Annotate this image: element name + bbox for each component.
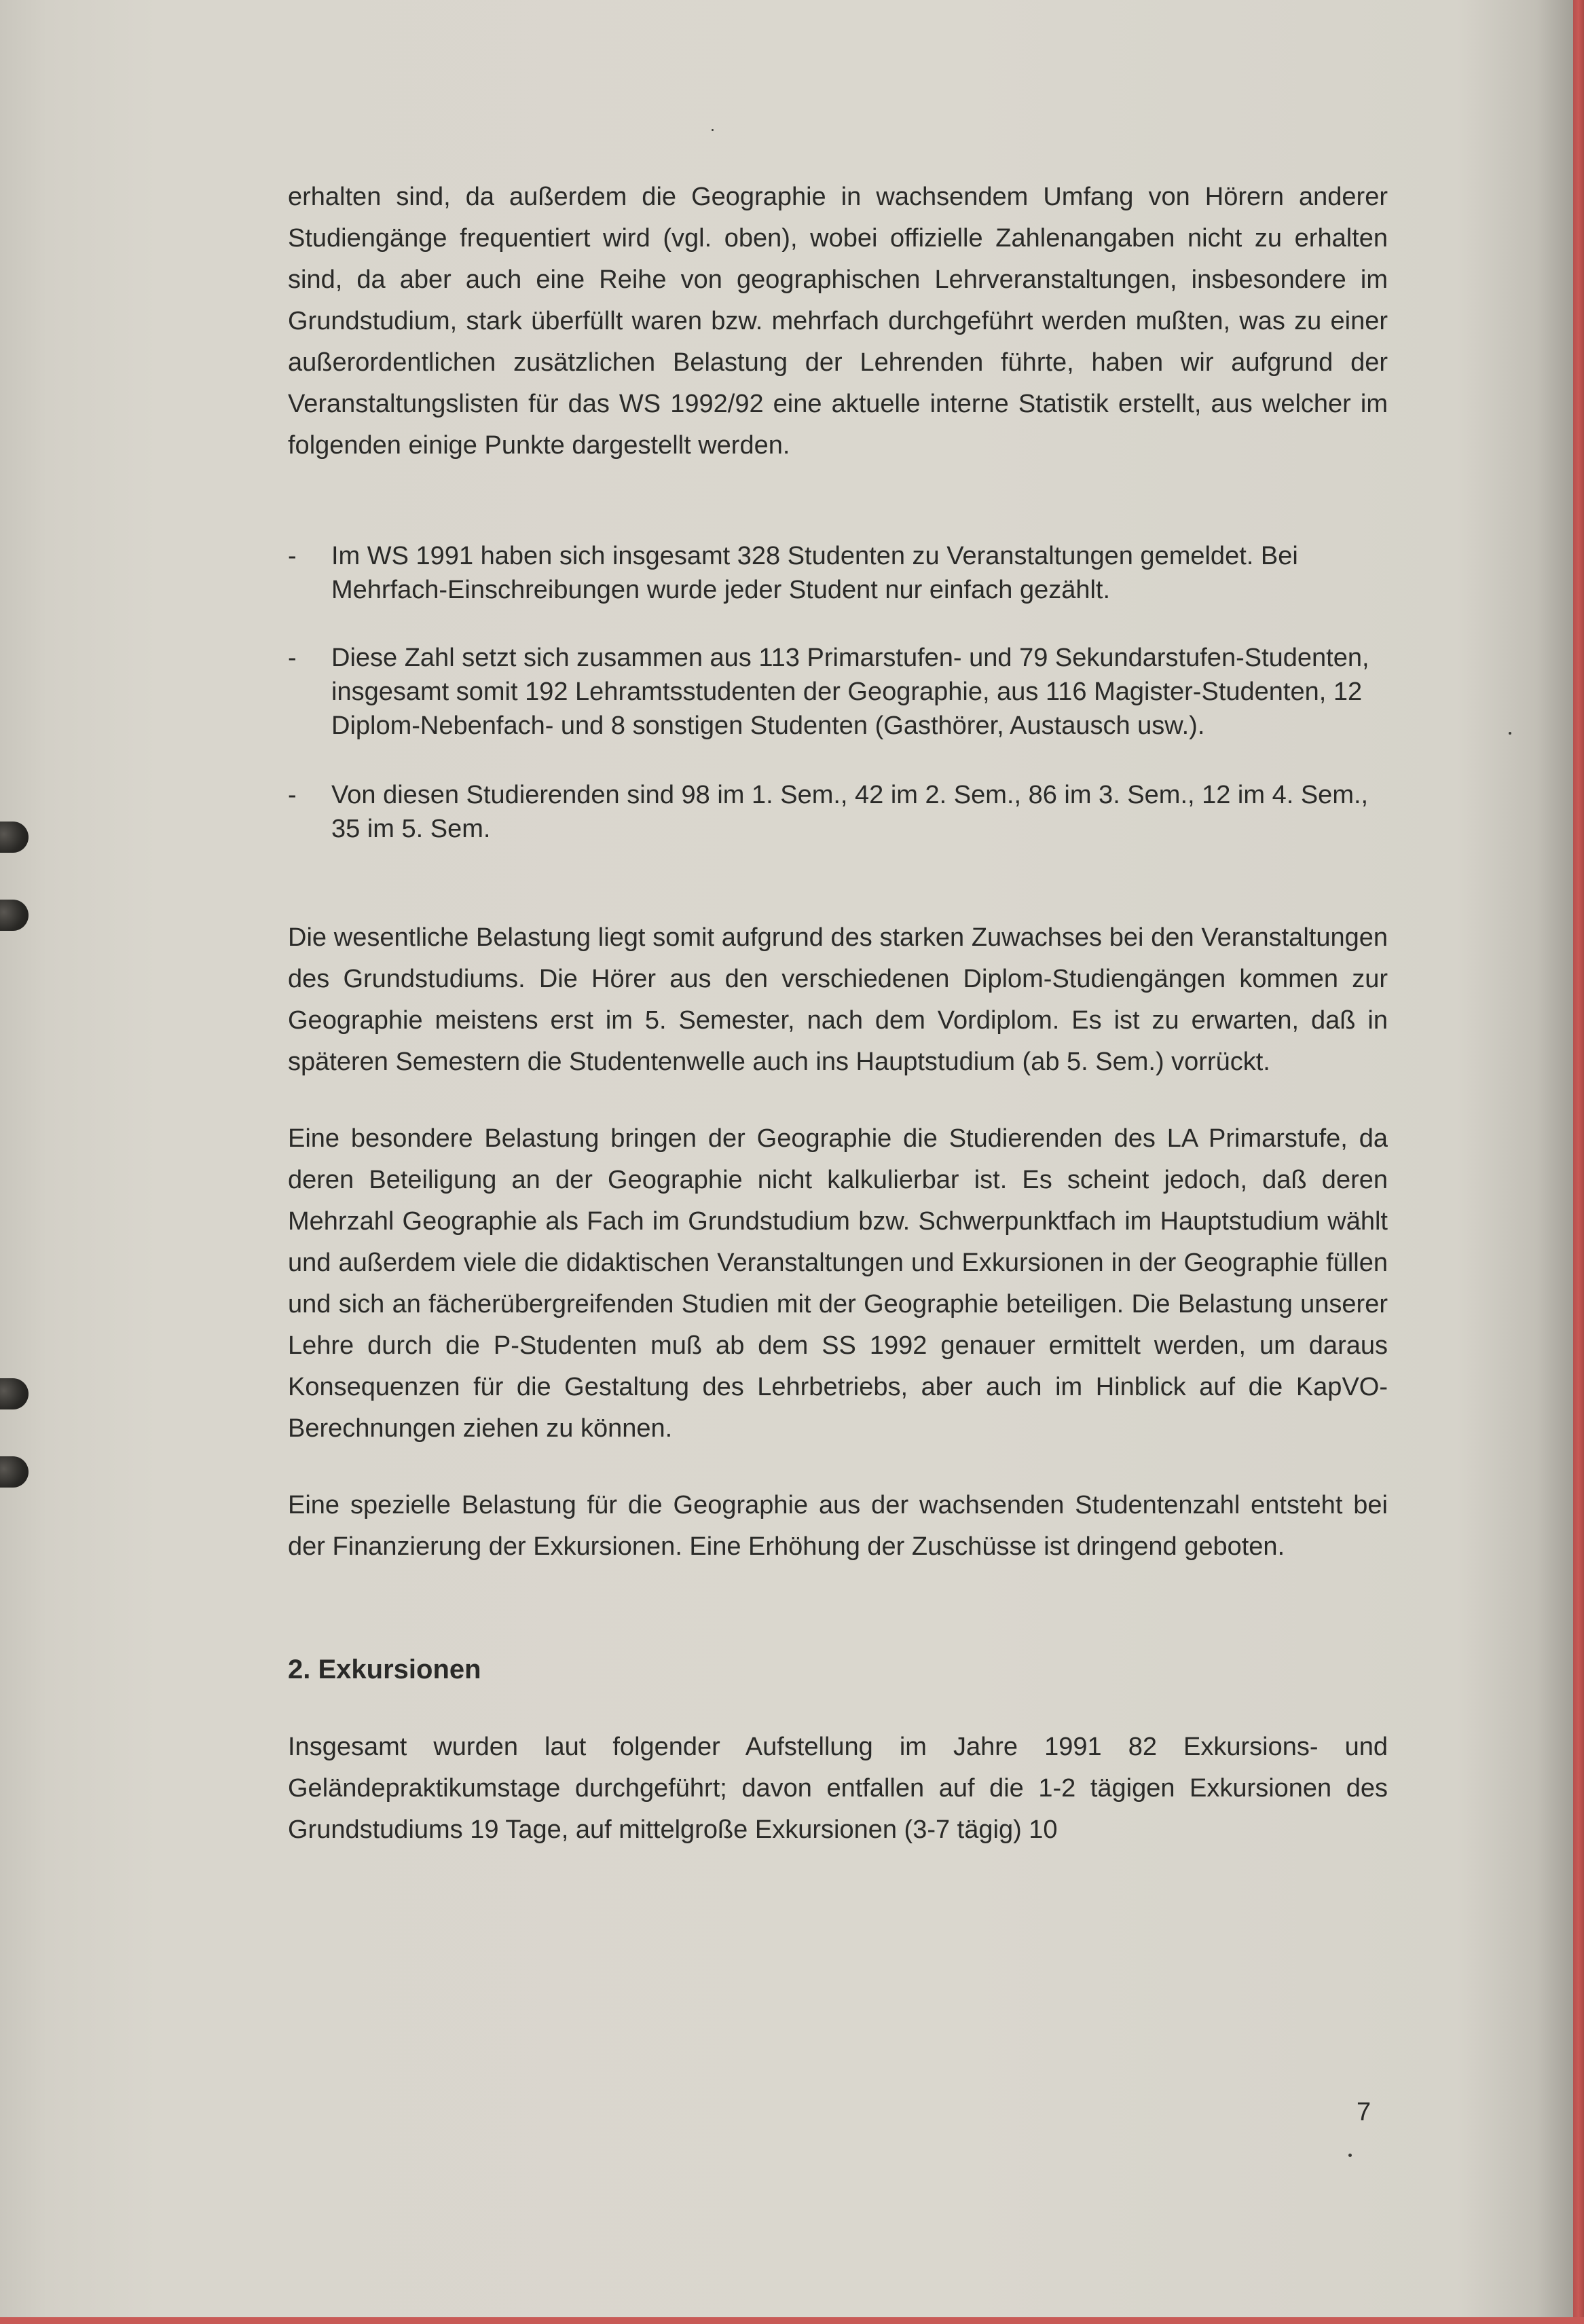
binder-edge bbox=[1573, 0, 1584, 2324]
list-item bbox=[288, 539, 1388, 607]
bullet-dash: - bbox=[288, 542, 297, 570]
intro-paragraph: erhalten sind, da außerdem die Geographie in wachsendem Umfang von Hörern anderer Studiengänge frequentiert wird (vgl. oben), wobei offizielle Zahlenangaben nicht zu erhalten sind, da aber auch eine Reihe von geographischen Lehrveranstaltungen, insbesondere im Grundstudium, stark überfüllt waren bzw. mehrfach durchgeführt werden mußten, was zu einer außerordentlichen zusätzlichen Belastung der Lehrenden führte, haben wir aufgrund der Veranstaltungslisten für das WS 1992/92 eine aktuelle interne Statistik erstellt, aus welcher im folgenden einige Punkte dargestellt werden. bbox=[288, 183, 1388, 460]
scan-speck bbox=[1509, 732, 1511, 735]
paragraph-primarstufe: Eine besondere Belastung bringen der Geographie die Studierenden des LA Primarstufe, da deren Beteiligung an der Geographie nicht kalkulierbar ist. Es scheint jedoch, daß deren Mehrzahl Geographie als Fach im Grundstudium bzw. Schwerpunktfach im Hauptstudium wählt und außerdem viele die didaktischen Veranstaltungen und Exkursionen in der Geographie füllen und sich an fächerübergreifenden Studien mit der Geographie beteiligen. Die Belastung unserer Lehre durch die P-Studenten muß ab dem SS 1992 genauer ermittelt werden, um daraus Konsequenzen für die Gestaltung des Lehrbetriebs, aber auch im Hinblick auf die KapVO-Berechnungen ziehen zu können. bbox=[288, 1124, 1388, 1443]
bullet-dash: - bbox=[288, 644, 297, 672]
scan-speck bbox=[712, 129, 714, 131]
paragraph-finanzierung: Eine spezielle Belastung für die Geographie aus der wachsenden Studentenzahl entsteht bei der Finanzierung der Exkursionen. Eine Erhöhung der Zuschüsse ist dringend geboten. bbox=[288, 1491, 1388, 1561]
section-heading: 2. Exkursionen bbox=[288, 1655, 481, 1684]
bullet-dash: - bbox=[288, 781, 297, 809]
paragraph-exkursionen: Insgesamt wurden laut folgender Aufstellung im Jahre 1991 82 Exkursions- und Geländepraktikumstage durchgeführt; davon entfallen auf die 1-2 tägigen Exkursionen des Grundstudiums 19 Tage, auf mittelgroße Exkursionen (3-7 tägig) 10 bbox=[288, 1733, 1388, 1844]
list-item-text: Im WS 1991 haben sich insgesamt 328 Studenten zu Veranstaltungen gemeldet. Bei Mehrfach-Einschreibungen wurde jeder Student nur einfach gezählt. bbox=[331, 542, 1298, 604]
list-item bbox=[288, 641, 1388, 743]
list-item-text: Diese Zahl setzt sich zusammen aus 113 Primarstufen- und 79 Sekundarstufen-Studenten, insgesamt somit 192 Lehramtsstudenten der Geographie, aus 116 Magister-Studenten, 12 Diplom-Nebenfach- und 8 sonstigen Studenten (Gasthörer, Austausch usw.). bbox=[331, 644, 1369, 740]
list-item-text: Von diesen Studierenden sind 98 im 1. Sem., 42 im 2. Sem., 86 im 3. Sem., 12 im 4. Sem., 35 im 5. Sem. bbox=[331, 781, 1369, 843]
document-page bbox=[288, 177, 1388, 1851]
statistics-list bbox=[288, 539, 1388, 846]
binder-bottom-edge bbox=[0, 2317, 1584, 2324]
scan-speck bbox=[1348, 2154, 1352, 2157]
page-number: 7 bbox=[1357, 2098, 1371, 2126]
list-item bbox=[288, 778, 1388, 846]
paragraph-grundstudium: Die wesentliche Belastung liegt somit aufgrund des starken Zuwachses bei den Veranstaltungen des Grundstudiums. Die Hörer aus den verschiedenen Diplom-Studiengängen kommen zur Geographie meistens erst im 5. Semester, nach dem Vordiplom. Es ist zu erwarten, daß in späteren Semestern die Studentenwelle auch ins Hauptstudium (ab 5. Sem.) vorrückt. bbox=[288, 923, 1388, 1076]
